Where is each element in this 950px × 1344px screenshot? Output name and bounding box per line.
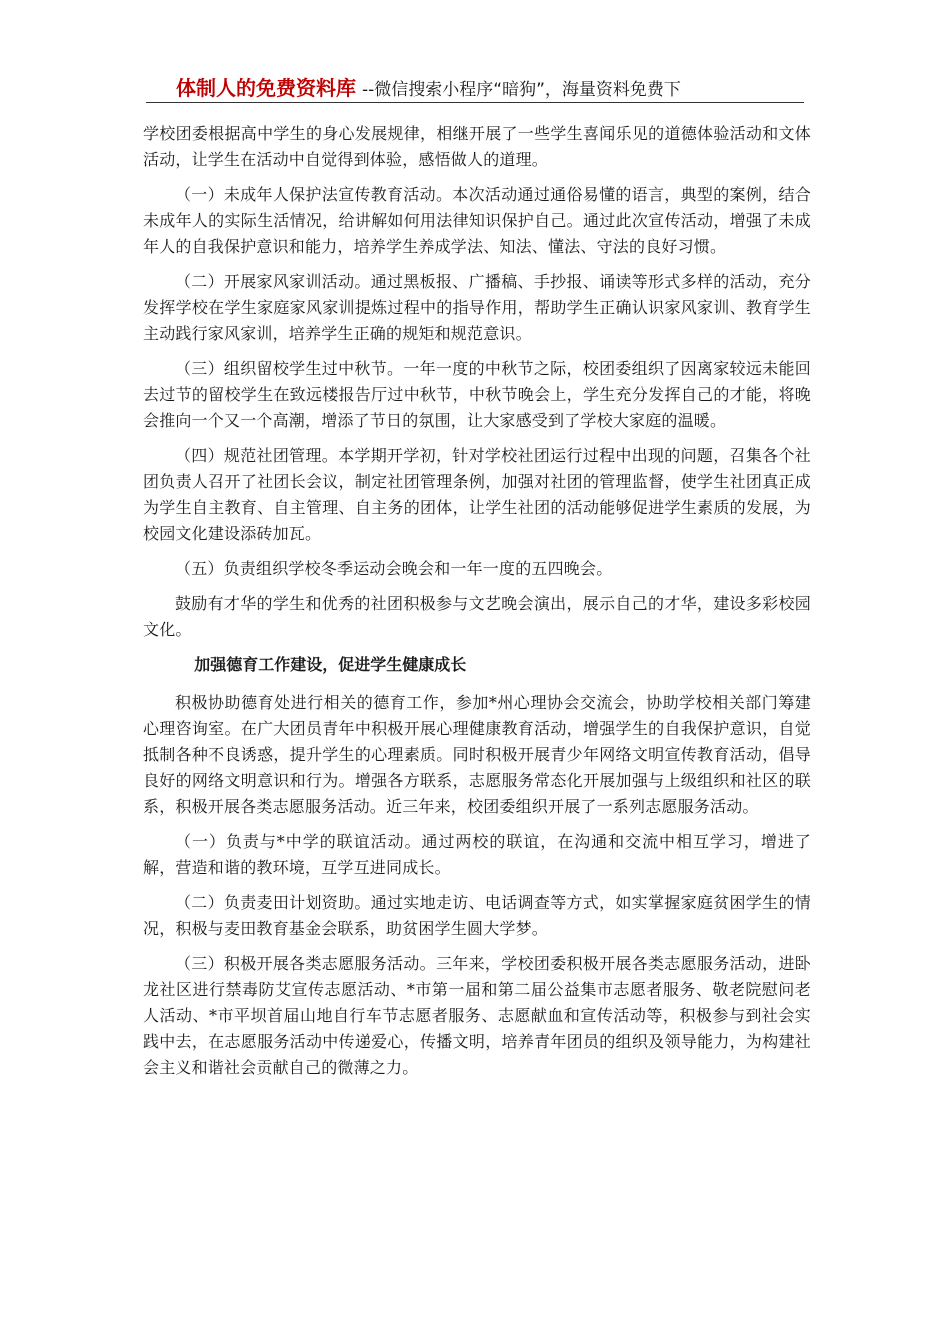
document-body xyxy=(143,121,811,1090)
section1-item-2: （二）开展家风家训活动。通过黑板报、广播稿、手抄报、诵读等形式多样的活动，充分发挥学校在学生家庭家风家训提炼过程中的指导作用，帮助学生正确认识家风家训、教育学生主动践行家风家训，培养学生正确的规矩和规范意识。 xyxy=(143,272,811,343)
section2-item-1: （一）负责与*中学的联谊活动。通过两校的联谊，在沟通和交流中相互学习，增进了解，营造和谐的教环境，互学互进同成长。 xyxy=(143,832,811,877)
page-header xyxy=(146,72,804,103)
section2-intro: 积极协助德育处进行相关的德育工作，参加*州心理协会交流会，协助学校相关部门筹建心理咨询室。在广大团员青年中积极开展心理健康教育活动，增强学生的自我保护意识，自觉抵制各种不良诱惑，提升学生的心理素质。同时积极开展青少年网络文明宣传教育活动，倡导良好的网络文明意识和行为。增强各方联系，志愿服务常态化开展加强与上级组织和社区的联系，积极开展各类志愿服务活动。近三年来，校团委组织开展了一系列志愿服务活动。 xyxy=(143,693,811,816)
header-tagline: --微信搜索小程序“暗狗”，海量资料免费下 xyxy=(362,80,681,100)
section1-item-6: 鼓励有才华的学生和优秀的社团积极参与文艺晚会演出，展示自己的才华，建设多彩校园文化。 xyxy=(143,594,811,639)
section1-item-3: （三）组织留校学生过中秋节。一年一度的中秋节之际，校团委组织了因离家较远未能回去过节的留校学生在致远楼报告厅过中秋节，中秋节晚会上，学生充分发挥自己的才能，将晚会推向一个又一个高潮，增添了节日的氛围，让大家感受到了学校大家庭的温暖。 xyxy=(143,359,811,430)
section1-item-1: （一）未成年人保护法宣传教育活动。本次活动通过通俗易懂的语言，典型的案例，结合未成年人的实际生活情况，给讲解如何用法律知识保护自己。通过此次宣传活动，增强了未成年人的自我保护意识和能力，培养学生养成学法、知法、懂法、守法的良好习惯。 xyxy=(143,185,811,256)
header-brand: 体制人的免费资料库 xyxy=(176,76,356,100)
section2-item-2: （二）负责麦田计划资助。通过实地走访、电话调查等方式，如实掌握家庭贫困学生的情况，积极与麦田教育基金会联系，助贫困学生圆大学梦。 xyxy=(143,893,811,938)
section2-item-3: （三）积极开展各类志愿服务活动。三年来，学校团委积极开展各类志愿服务活动，进卧龙社区进行禁毒防艾宣传志愿活动、*市第一届和第二届公益集市志愿者服务、敬老院慰问老人活动、*市平坝首届山地自行车节志愿者服务、志愿献血和宣传活动等，积极参与到社会实践中去，在志愿服务活动中传递爱心，传播文明，培养青年团员的组织及领导能力，为构建社会主义和谐社会贡献自己的微薄之力。 xyxy=(143,954,811,1077)
section1-item-5: （五）负责组织学校冬季运动会晚会和一年一度的五四晚会。 xyxy=(175,559,613,578)
section1-item-4: （四）规范社团管理。本学期开学初，针对学校社团运行过程中出现的问题，召集各个社团负责人召开了社团长会议，制定社团管理条例，加强对社团的管理监督，使学生社团真正成为学生自主教育、自主管理、自主务的团体，让学生社团的活动能够促进学生素质的发展，为校园文化建设添砖加瓦。 xyxy=(143,446,811,543)
section1-intro: 学校团委根据高中学生的身心发展规律，相继开展了一些学生喜闻乐见的道德体验活动和文体活动，让学生在活动中自觉得到体验，感悟做人的道理。 xyxy=(143,124,811,169)
section2-heading: 加强德育工作建设，促进学生健康成长 xyxy=(194,655,467,674)
